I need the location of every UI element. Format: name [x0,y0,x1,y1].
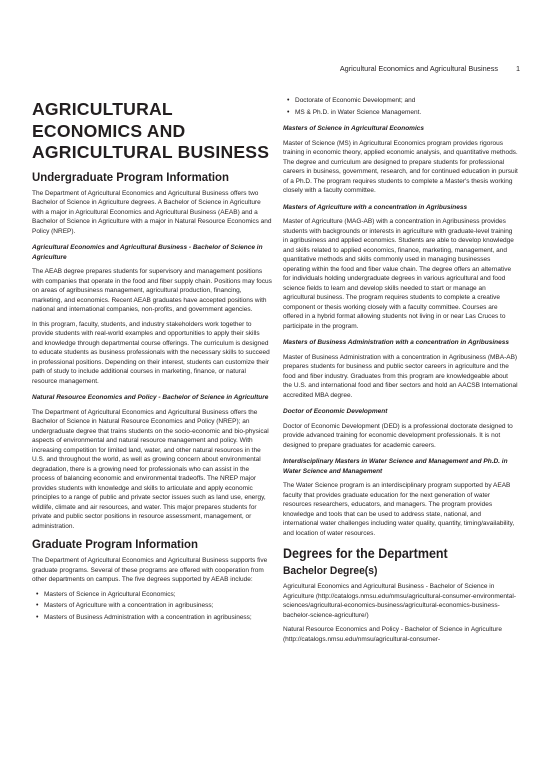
grad-program-list [32,590,272,623]
left-column [32,92,272,626]
grad-program-list-continued [283,96,518,117]
ms-paragraph: Master of Science (MS) in Agricultural Economics program provides rigorous training in economic theory, applied economic analysis, and quantitative methods. The degree and curriculum are designed to prepare students for professional careers in business, government, research, and for continued education in pursuit of a Ph.D. The program requires students to complete a Master's thesis working closely with a faculty committee. [283,139,518,194]
ded-heading: Doctor of Economic Development [283,408,388,415]
right-column [283,92,518,649]
aeab-paragraph-1: The AEAB degree prepares students for supervisory and management positions with companies that operate in the food and fiber supply chain. Positions may focus on areas of agribusiness management, agricultural production, financing, marketing, and economics. Recent AEAB graduates have accepted positions with national and international companies, non-profits, and government agencies. [32,268,272,313]
mag-heading: Masters of Agriculture with a concentration in Agribusiness [283,203,468,211]
running-title: Agricultural Economics and Agricultural Business [339,64,498,73]
aeab-paragraph-2: In this program, faculty, students, and industry stakeholders work together to provide students with real-world examples and opportunities to apply their skills and knowledge through departmental course offerings. The curriculum is designed to educate students as business professionals with the necessary skills to succeed in professional positions. Depending on their interest, students can customize their path of study to include additional courses in marketing, finance, or natural resource management. [32,320,270,385]
ms-heading: Masters of Science in Agricultural Economics [283,125,424,132]
ded-paragraph: Doctor of Economic Development (DED) is a professional doctorate designed to provide advanced training for economic development professionals. It is not designed to prepare graduates for academic careers. [283,422,513,449]
water-science-heading: Interdisciplinary Masters in Water Science and Management and Ph.D. in Water Science and Management [283,458,508,475]
mba-heading: Masters of Business Administration with a concentration in Agribusiness [283,339,509,346]
degrees-heading: Degrees for the Department [283,546,448,561]
grad-intro: The Department of Agricultural Economics and Agricultural Business supports five graduate programs. Several of these programs are offered with cooperation from other departments on campus. The five degrees supported by AEAB include: [32,557,268,583]
aeab-heading: Agricultural Economics and Agricultural Business - Bachelor of Science in Agriculture [32,244,263,261]
running-header [330,64,520,76]
page-number: 1 [515,64,520,73]
grad-heading: Graduate Program Information [32,537,198,551]
list-item: • Doctorate of Economic Development; and [295,96,518,106]
bachelor-heading: Bachelor Degree(s) [283,565,378,577]
page-title: AGRICULTURAL ECONOMICS AND AGRICULTURAL BUSINESS [32,99,270,162]
bachelor-nrep-link[interactable]: Natural Resource Economics and Policy - Bachelor of Science in Agriculture (http://catalogs.nmsu.edu/nmsu/agricultural-consumer- [283,626,502,643]
mag-paragraph: Master of Agriculture (MAG-AB) with a concentration in Agribusiness provides students with backgrounds or interests in agriculture with graduate-level training in agribusiness and applied economics. Students are able to develop knowledge and skills related to applied economics, finance, marketing, management, and quantitative methods and skills commonly used in managing businesses operating within the food and fiber value chain. The degree offers an alternative for individuals holding undergraduate degrees in various agricultural and food science fields to learn and develop skills needed to start or manage an agricultural business. The program requires students to complete a creative component or thesis working closely with a faculty committee. Courses are offered in a hybrid format allowing students not living in or near Las Cruces to participate in the program. [283,218,514,330]
list-item: • MS & Ph.D. in Water Science Management. [295,108,518,118]
nrep-heading: Natural Resource Economics and Policy - Bachelor of Science in Agriculture [32,394,269,401]
nrep-paragraph: The Department of Agricultural Economics and Agricultural Business offers the Bachelor of Science in Natural Resource Economics and Policy (NREP); an undergraduate degree that trains students on the socio-economic and bio-physical aspects of environmental and natural resource management and policy. With increasing competition for limited land, water, and other natural resources in the U.S. and throughout the world, as well as growing concern about environmental degradation, there is a growing need for professionals who can assist in the process of balancing economic and environmental tradeoffs. The NREP major provides students with knowledge and skills to articulate and apply economic principles to a range of public and private sector issues such as land use, energy, wildlife, climate and air resources, and water. This major prepares students for private and public sector positions in resource assessment, management, or administration. [32,408,269,530]
bachelor-aeab-link[interactable]: Agricultural Economics and Agricultural Business - Bachelor of Science in Agriculture (http://catalogs.nmsu.edu/nmsu/agricultural-consumer-environmental-sciences/agricultural-economics-business/agricultural-economics-business-bachelor-science-agriculture/) [283,583,517,619]
list-item: • Masters of Business Administration with a concentration in agribusiness; [44,613,272,623]
water-science-paragraph: The Water Science program is an interdisciplinary program supported by AEAB faculty that provides graduate education for the next generation of water resources researchers, educators, and managers. The program provides knowledge and tools that can be used to address state, national, and international water challenges including water quality, quantity, timing/availability, and location of water resources. [283,482,515,537]
undergrad-intro: The Department of Agricultural Economics and Agricultural Business offers two Bachelor of Science in Agriculture degrees. A Bachelor of Science in Agriculture with a major in Agricultural Economics and Agricultural Business (AEAB) and a Bachelor of Science in Agriculture with a major in Natural Resource Economics and Policy (NREP). [32,189,272,235]
list-item: • Masters of Agriculture with a concentration in agribusiness; [44,601,272,611]
mba-paragraph: Master of Business Administration with a concentration in Agribusiness (MBA-AB) prepares students for business and public sector careers in agriculture and the food and fiber industry. Graduates from this program are knowledgeable about the U.S. and international food and fiber sectors and hold an AACSB International accredited MBA degree. [283,353,518,399]
undergrad-heading: Undergraduate Program Information [32,169,229,184]
list-item: • Masters of Science in Agricultural Economics; [44,590,272,600]
